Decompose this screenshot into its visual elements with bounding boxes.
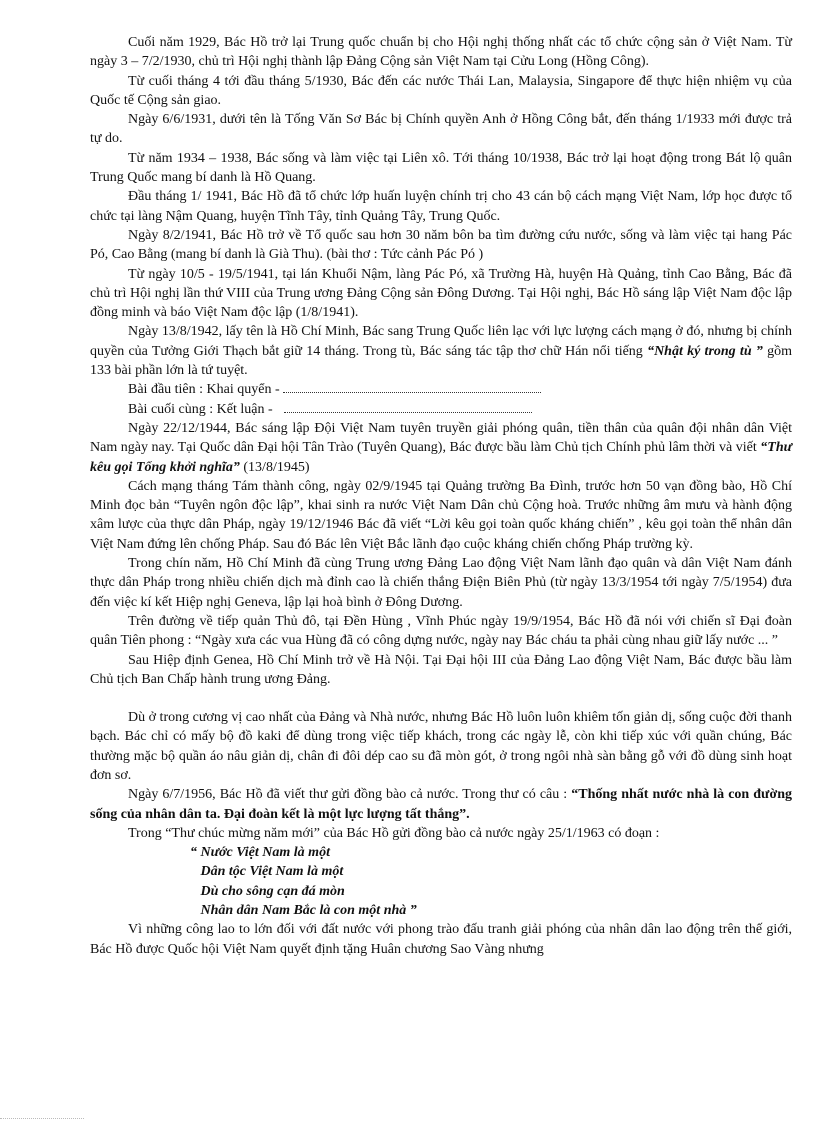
paragraph-1931: Ngày 6/6/1931, dưới tên là Tống Văn Sơ Bác bị Chính quyền Anh ở Hồng Công bắt, đến tháng 1/1933 mới được trả tự do.: [90, 112, 792, 147]
paragraph-1963: Trong “Thư chúc mừng năm mới” của Bác Hồ gửi đồng bào cả nước ngày 25/1/1963 có đoạn :: [128, 825, 660, 841]
last-poem-line: [90, 400, 792, 419]
poem-line: Dù cho sông cạn đá mòn: [190, 883, 345, 899]
first-poem-line: [90, 380, 792, 399]
paragraph-1942: [90, 322, 792, 380]
footer-divider: [0, 1118, 84, 1119]
paragraph-nine-years: Trong chín năm, Hồ Chí Minh đã cùng Trung ương Đảng Lao động Việt Nam lãnh đạo quân và dân Việt Nam đánh thực dân Pháp trong nhiều chiến dịch mà đỉnh cao là chiến thắng Điện Biên Phủ (từ ngày 13/3/1954 tới ngày 7/5/1954) đưa đến việc kí kết Hiệp nghị Geneva, lập lại hoà bình ở Đông Dương.: [90, 556, 792, 610]
paragraph-gold-star: Vì những công lao to lớn đối với đất nước với phong trào đấu tranh giải phóng của nhân dân lao động trên thế giới, Bác Hồ được Quốc hội Việt Nam quyết định tặng Huân chương Sao Vàng nhưng: [90, 922, 792, 957]
paragraph-1929: Cuối năm 1929, Bác Hồ trở lại Trung quốc chuẩn bị cho Hội nghị thống nhất các tổ chức cộng sản ở Việt Nam. Từ ngày 3 – 7/2/1930, chủ trì Hội nghị thành lập Đảng Cộng sản Việt Nam tại Cửu Long (Hồng Công).: [90, 35, 792, 70]
paragraph-1941-feb: Ngày 8/2/1941, Bác Hồ trở về Tổ quốc sau hơn 30 năm bôn ba tìm đường cứu nước, sống và làm việc tại hang Pác Pó, Cao Bằng (mang bí danh là Già Thu). (bài thơ : Tức cảnh Pác Pó ): [90, 227, 792, 263]
paragraph-1930: Từ cuối tháng 4 tới đầu tháng 5/1930, Bác đến các nước Thái Lan, Malaysia, Singapore để thực hiện nhiệm vụ của Quốc tế Cộng sản giao.: [90, 73, 792, 108]
document-body: [90, 33, 792, 959]
paragraph-simple-life: Dù ở trong cương vị cao nhất của Đảng và Nhà nước, nhưng Bác Hồ luôn luôn khiêm tốn giản dị, sống cuộc đời thanh bạch. Bác chỉ có mấy bộ đồ kaki để dùng trong việc tiếp khách, trong các ngày lễ, còn khi tiếp xúc với quần chúng, Bác thường mặc bộ quần áo nâu giản dị, chân đi đôi dép cao su đã mòn gót, ở trong ngôi nhà sàn bằng gỗ với đồ dùng sinh hoạt đơn sơ.: [90, 710, 792, 783]
poem-line: Dân tộc Việt Nam là một: [190, 864, 344, 880]
paragraph-1956: [90, 785, 792, 824]
paragraph-1942-text-b: gồm 133 bài phần lớn là tứ tuyệt.: [90, 343, 792, 379]
paragraph-1944-text-b: (13/8/1945): [239, 459, 310, 475]
last-poem-label: Bài cuối cùng : Kết luận -: [128, 401, 273, 417]
poem-line: Nhân dân Nam Bắc là con một nhà ”: [190, 903, 417, 919]
first-poem-label: Bài đầu tiên : Khai quyển -: [128, 382, 280, 398]
paragraph-den-hung: Trên đường về tiếp quản Thủ đô, tại Đền Hùng , Vĩnh Phúc ngày 19/9/1954, Bác Hồ đã nói với chiến sĩ Đại đoàn quân Tiên phong : “Ngày xưa các vua Hùng đã có công dựng nước, ngày nay Bác cháu ta phải cùng nhau giữ lấy nước ... ”: [90, 613, 792, 649]
paragraph-1942-text-a: Ngày 13/8/1942, lấy tên là Hồ Chí Minh, Bác sang Trung Quốc liên lạc với lực lượng cách mạng ở đó, nhưng bị chính quyền của Tưởng Giới Thạch bắt giữ 14 tháng. Trong tù, Bác sáng tác tập thơ chữ Hán nổi tiếng: [90, 324, 792, 359]
paragraph-1944-text-a: Ngày 22/12/1944, Bác sáng lập Đội Việt Nam tuyên truyền giải phóng quân, tiền thân của quân đội nhân dân Việt Nam ngày nay. Tại Quốc dân Đại hội Tân Trào (Tuyên Quang), Bác được bầu làm Chủ tịch Chính phủ lâm thời và viết: [90, 420, 792, 456]
uprising-letter-title: “Thư kêu gọi Tổng khởi nghĩa”: [90, 440, 792, 475]
paragraph-geneva: Sau Hiệp định Genea, Hồ Chí Minh trở về Hà Nội. Tại Đại hội III của Đảng Lao động Việt Nam, Bác được bầu làm Chủ tịch Ban Chấp hành trung ương Đảng.: [90, 652, 792, 687]
new-year-poem: [90, 843, 792, 920]
paragraph-1956-text: Ngày 6/7/1956, Bác Hồ đã viết thư gửi đồng bào cả nước. Trong thư có câu :: [128, 787, 572, 803]
paragraph-1941-may: Từ ngày 10/5 - 19/5/1941, tại lán Khuổi Nậm, làng Pác Pó, xã Trường Hà, huyện Hà Quảng, tỉnh Cao Bằng, Bác đã chủ trì Hội nghị lần thứ VIII của Trung ương Đảng Cộng sản Đông Dương. Tại Hội nghị, Bác Hồ sáng lập Việt Nam độc lập đồng minh và báo Việt Nam độc lập (1/8/1941).: [90, 266, 792, 321]
poem-line: “ Nước Việt Nam là một: [190, 845, 330, 861]
paragraph-1945: Cách mạng tháng Tám thành công, ngày 02/9/1945 tại Quảng trường Ba Đình, trước hơn 50 vạn đồng bào, Hồ Chí Minh đọc bản “Tuyên ngôn độc lập”, khai sinh ra nước Việt Nam Dân chủ Cộng hoà. Trước những âm mưu và hành động xâm lược của thực dân Pháp, ngày 19/12/1946 Bác đã viết “Lời kêu gọi toàn quốc kháng chiến” , kêu gọi toàn thể nhân dân Việt Nam đứng lên chống Pháp. Sau đó Bác lên Việt Bắc lãnh đạo cuộc kháng chiến chống Pháp trường kỳ.: [90, 478, 792, 552]
unification-quote: “Thống nhất nước nhà là con đường sống của nhân dân ta. Đại đoàn kết là một lực lượng tất thắng”.: [90, 787, 792, 822]
paragraph-1934: Từ năm 1934 – 1938, Bác sống và làm việc tại Liên xô. Tới tháng 10/1938, Bác trở lại hoạt động trong Bát lộ quân Trung Quốc mang bí danh là Hồ Quang.: [90, 150, 792, 186]
prison-diary-title: “Nhật ký trong tù ”: [647, 343, 763, 359]
paragraph-1941-jan: Đầu tháng 1/ 1941, Bác Hồ đã tổ chức lớp huấn luyện chính trị cho 43 cán bộ cách mạng Việt Nam, lớp học được tổ chức tại làng Nậm Quang, huyện Tĩnh Tây, tỉnh Quảng Tây, Trung Quốc.: [90, 189, 792, 224]
paragraph-1944: [90, 419, 792, 477]
dotted-leader: [284, 401, 532, 413]
dotted-leader: [283, 381, 541, 393]
